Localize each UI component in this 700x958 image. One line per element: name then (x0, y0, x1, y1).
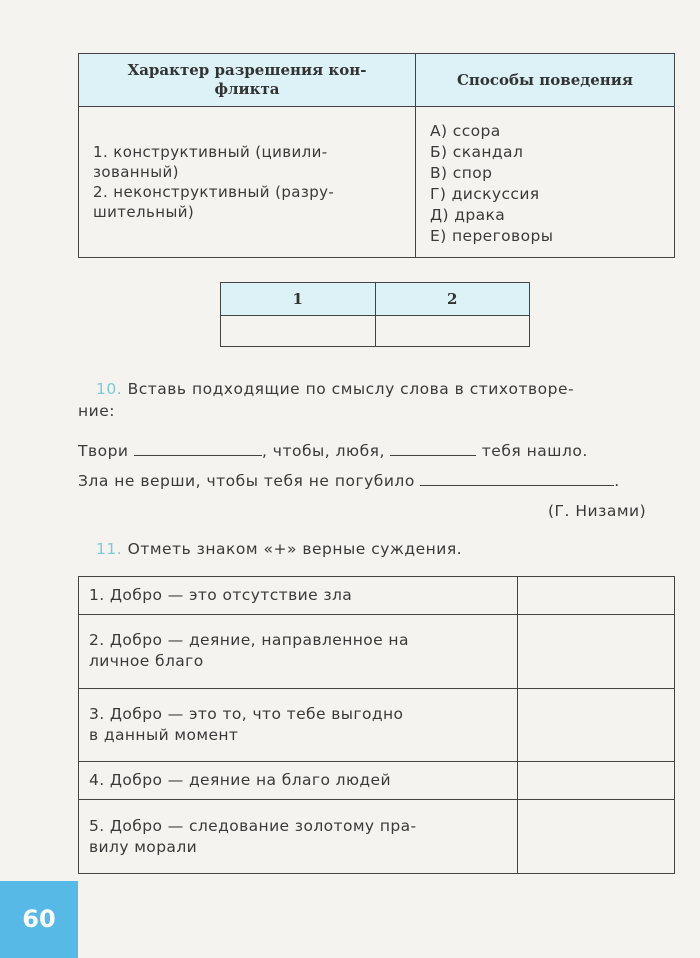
behavior-options-cell (416, 107, 675, 258)
poem-line-end: . (614, 472, 620, 490)
statement-line: в данный момент (89, 725, 239, 744)
behavior-option: Г) дискуссия (430, 185, 540, 203)
behavior-option: А) ссора (430, 122, 501, 140)
task10-text-1: Вставь подходящие по смыслу слова в стихотворе- (127, 380, 575, 398)
table-row (79, 577, 675, 615)
mark-cell-4[interactable] (518, 762, 675, 800)
statement-4 (79, 762, 518, 800)
header-line-1: Характер разрешения кон- (127, 61, 367, 79)
behavior-option: Е) переговоры (430, 227, 554, 245)
statement-5 (79, 800, 518, 874)
header-behavior-methods: Способы поведения (416, 54, 675, 107)
task10-text-2: ние: (78, 402, 115, 420)
behavior-option: Б) скандал (430, 143, 524, 161)
answer-header-2: 2 (375, 283, 530, 316)
conflict-type-line: зованный) (93, 163, 179, 181)
task11-instruction (96, 540, 462, 558)
header-conflict-character (79, 54, 416, 107)
answer-header-1: 1 (221, 283, 376, 316)
mark-cell-3[interactable] (518, 688, 675, 762)
mark-cell-1[interactable] (518, 577, 675, 615)
answer-cell-1[interactable] (221, 316, 376, 347)
mark-cell-5[interactable] (518, 800, 675, 874)
blank-2[interactable] (390, 441, 476, 456)
table-row (79, 688, 675, 762)
statement-line: личное благо (89, 652, 204, 671)
table-row (79, 800, 675, 874)
conflict-types-cell (79, 107, 416, 258)
task11-text: Отметь знаком «+» верные суждения. (127, 540, 463, 558)
blank-3[interactable] (420, 471, 614, 486)
poem-word-1: Твори (78, 442, 129, 460)
poem-text-2: Зла не верши, чтобы тебя не погубило (78, 472, 415, 490)
poem-word-3: тебя нашло. (481, 442, 588, 460)
conflict-resolution-table (78, 53, 675, 258)
statement-line: 5. Добро — следование золотому пра- (89, 816, 417, 835)
statement-line: 3. Добро — это то, что тебе выгодно (89, 704, 404, 723)
statement-line: 2. Добро — деяние, направленное на (89, 631, 409, 650)
poem-word-2: , чтобы, любя, (261, 442, 385, 460)
table-row (79, 614, 675, 688)
blank-1[interactable] (134, 441, 262, 456)
statement-line: 1. Добро — это отсутствие зла (89, 585, 353, 604)
table-row (79, 762, 675, 800)
task10-number: 10. (96, 380, 123, 398)
mark-cell-2[interactable] (518, 614, 675, 688)
behavior-option: Д) драка (430, 206, 506, 224)
statement-1 (79, 577, 518, 615)
conflict-type-line: шительный) (93, 203, 195, 221)
task10-instruction (96, 380, 574, 398)
answer-cell-2[interactable] (375, 316, 530, 347)
poem-line-1 (78, 441, 588, 460)
statements-table (78, 576, 675, 874)
statement-line: вилу морали (89, 837, 198, 856)
behavior-option: В) спор (430, 164, 493, 182)
conflict-type-line: 2. неконструктивный (разру- (93, 183, 335, 201)
poem-author: (Г. Низами) (548, 502, 647, 520)
answer-table (220, 282, 530, 347)
conflict-type-line: 1. конструктивный (цивили- (93, 143, 328, 161)
header-line-2: фликта (214, 80, 280, 98)
task11-number: 11. (96, 540, 123, 558)
poem-line-2 (78, 471, 620, 490)
statement-3 (79, 688, 518, 762)
statement-2 (79, 614, 518, 688)
page-number: 60 (0, 881, 78, 958)
statement-line: 4. Добро — деяние на благо людей (89, 771, 391, 790)
